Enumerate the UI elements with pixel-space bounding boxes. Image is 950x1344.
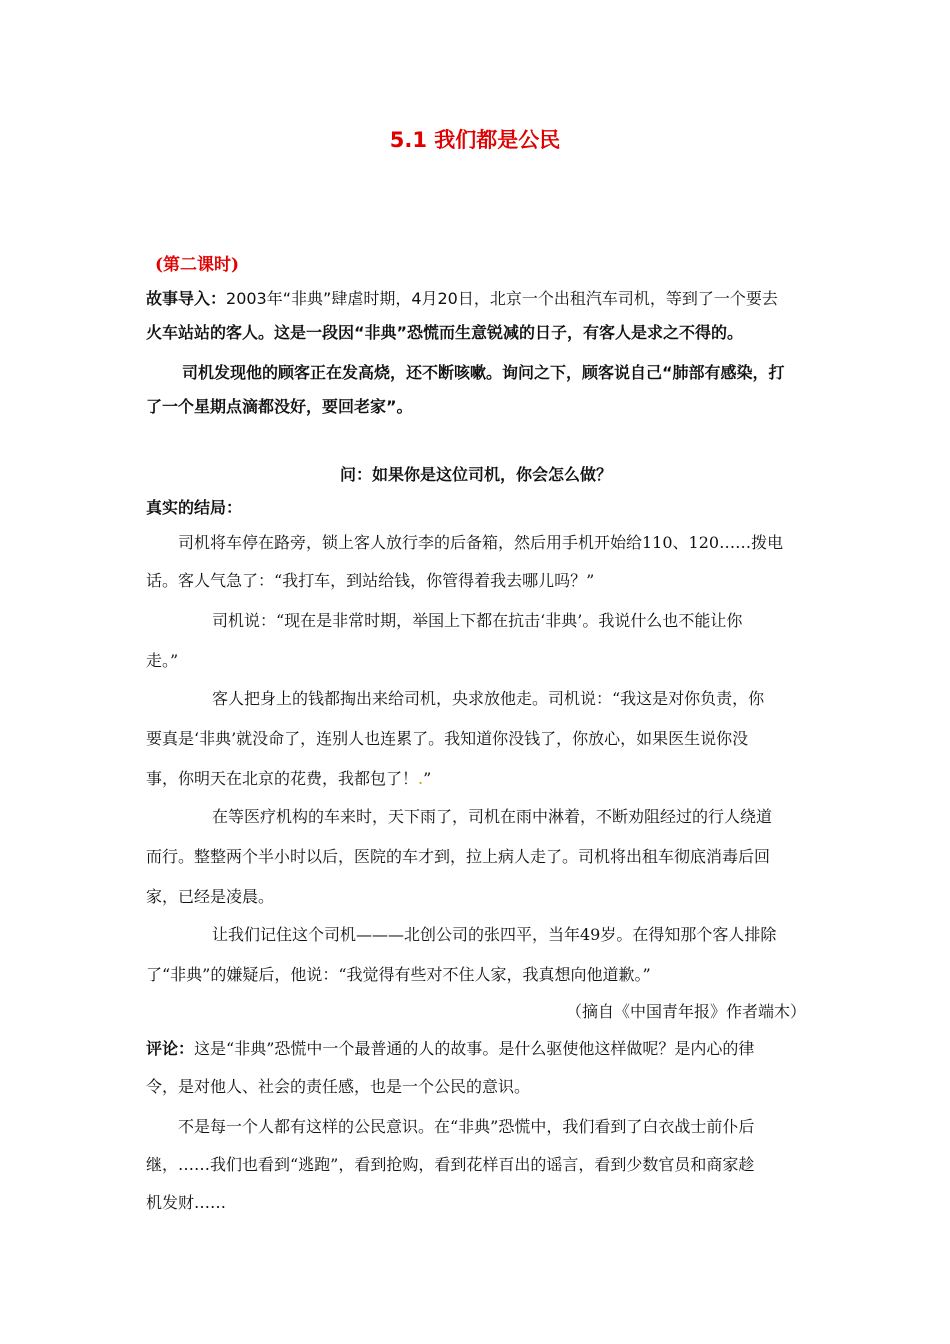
intro-line-2: 火车站站的客人。这是一段因“非典”恐慌而生意锐减的日子，有客人是求之不得的。	[146, 323, 744, 342]
ending-line-9: 而行。整整两个半小时以后，医院的车才到，拉上病人走了。司机将出租车彻底消毒后回	[146, 847, 771, 866]
ending-line-5: 客人把身上的钱都掏出来给司机，央求放他走。司机说：“我这是对你负责，你	[212, 689, 765, 708]
intro-text-1: 2003年“非典”肆虐时期，4月20日，北京一个出租汽车司机，等到了一个要去	[226, 289, 778, 308]
comment-text-1: 这是“非典”恐慌中一个最普通的人的故事。是什么驱使他这样做呢？是内心的律	[194, 1039, 755, 1058]
intro-line-3: 司机发现他的顾客正在发高烧，还不断咳嗽。询问之下，顾客说自己“肺部有感染，打	[182, 363, 785, 382]
ending-line-3: 司机说：“现在是非常时期，举国上下都在抗击‘非典’。我说什么也不能让你	[212, 611, 743, 630]
comment-line-3: 不是每一个人都有这样的公民意识。在“非典”恐慌中，我们看到了白衣战士前仆后	[178, 1117, 755, 1136]
ending-line-10: 家，已经是凌晨。	[146, 887, 275, 906]
ending-line-11: 让我们记住这个司机———北创公司的张四平，当年49岁。在得知那个客人排除	[212, 925, 777, 944]
lesson-label: (第二课时)	[155, 255, 240, 275]
comment-label: 评论：	[146, 1039, 195, 1058]
ending-line-1: 司机将车停在路旁，锁上客人放行李的后备箱，然后用手机开始给110、120……拨电	[178, 533, 784, 552]
source-citation: （摘自《中国青年报》作者端木）	[565, 1002, 806, 1021]
comment-line-1	[146, 1038, 806, 1060]
ending-line-7-quote: ”	[423, 769, 432, 788]
ending-line-7	[146, 768, 806, 790]
question: 问：如果你是这位司机，你会怎么做？	[339, 465, 612, 484]
ending-line-4: 走。”	[146, 651, 179, 670]
page-title: 5.1 我们都是公民	[389, 128, 561, 152]
ending-line-2: 话。客人气急了：“我打车，到站给钱，你管得着我去哪儿吗？”	[146, 571, 595, 590]
ending-label: 真实的结局：	[146, 498, 243, 517]
intro-label: 故事导入：	[146, 289, 227, 308]
ending-line-12: 了“非典”的嫌疑后，他说：“我觉得有些对不住人家，我真想向他道歉。”	[146, 965, 651, 984]
comment-line-4: 继，……我们也看到“逃跑”，看到抢购，看到花样百出的谣言，看到少数官员和商家趁	[146, 1155, 755, 1174]
intro-line-1	[146, 288, 806, 310]
intro-line-4: 了一个星期点滴都没好，要回老家”。	[146, 397, 413, 416]
ending-line-7-text: 事，你明天在北京的花费，我都包了！	[146, 769, 419, 788]
ending-line-6: 要真是‘非典’就没命了，连别人也连累了。我知道你没钱了，你放心，如果医生说你没	[146, 729, 749, 748]
comment-line-5: 机发财……	[146, 1193, 227, 1212]
ending-line-8: 在等医疗机构的车来时，天下雨了，司机在雨中淋着，不断劝阻经过的行人绕道	[212, 807, 773, 826]
decorative-dot-icon: .	[418, 769, 424, 788]
comment-line-2: 令，是对他人、社会的责任感，也是一个公民的意识。	[146, 1077, 531, 1096]
